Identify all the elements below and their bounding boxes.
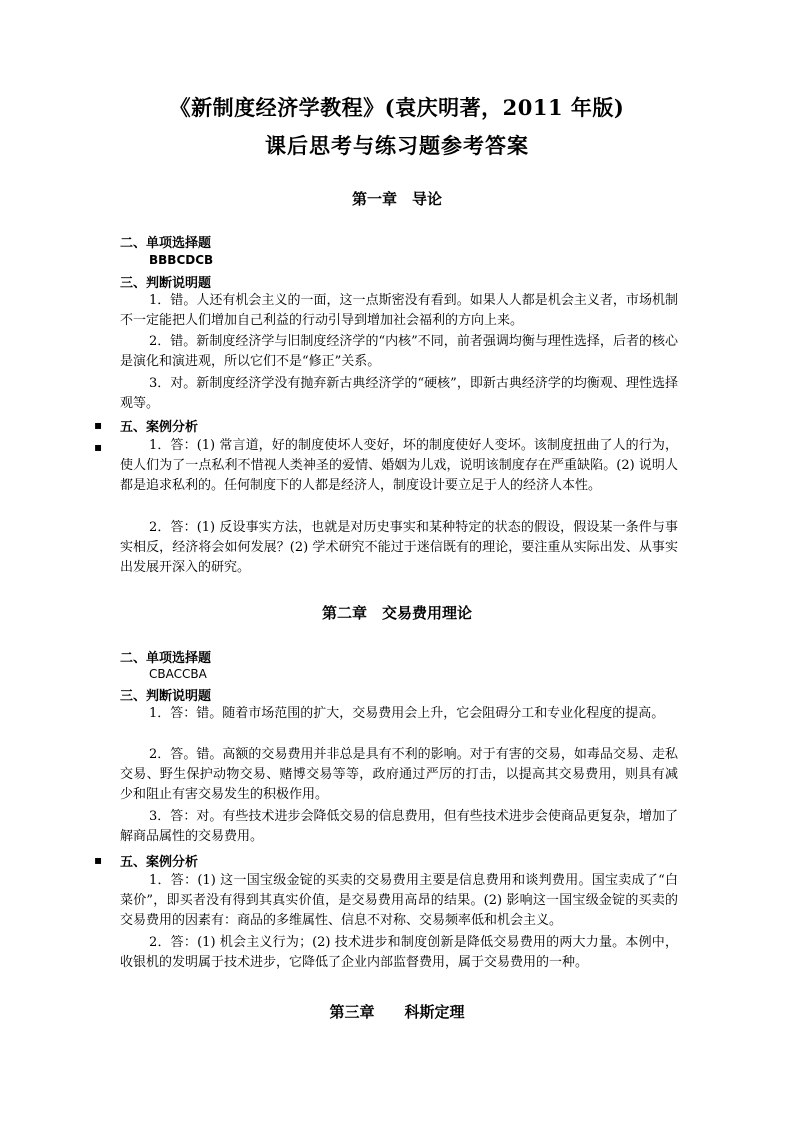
document-title-line2: 课后思考与练习题参考答案 (265, 133, 529, 158)
ch1-section-judge: 三、判断说明题 (120, 276, 212, 291)
chapter-1-heading: 第一章 导论 (351, 190, 442, 208)
ch1-judge-item-1: 1．错。人还有机会主义的一面，这一点斯密没有看到。如果人人都是机会主义者，市场机制不一定能把人们增加自己利益的行动引导到增加社会福利的方向上来。 (120, 293, 678, 329)
ch1-section-single-choice: 二、单项选择题 (120, 236, 212, 251)
ch2-choice-answers: CBACCBA (149, 667, 207, 681)
chapter-3-heading: 第三章 科斯定理 (329, 1003, 465, 1021)
ch2-judge-item-2: 2．答。错。高额的交易费用并非总是具有不利的影响。对于有害的交易，如毒品交易、走私交易、野生保护动物交易、赌博交易等等，政府通过严厉的打击，以提高其交易费用，则具有减少和阻止有害交易发生的积极作用。 (120, 747, 678, 803)
ch1-judge-item-2: 2．错。新制度经济学与旧制度经济学的“内核”不同，前者强调均衡与理性选择，后者的核心是演化和演进观，所以它们不是“修正”关系。 (120, 334, 678, 370)
chapter-2-heading: 第二章 交易费用理论 (321, 604, 472, 622)
ch1-case-item-1: 1．答：(1) 常言道，好的制度使坏人变好，坏的制度使好人变坏。该制度扭曲了人的行为，使人们为了一点私利不惜视人类神圣的爱情、婚姻为儿戏，说明该制度存在严重缺陷。(2) 说明人都是追求私利的。任何制度下的人都是经济人，制度设计要立足于人的经济人本性。 (120, 438, 678, 494)
ch2-judge-item-3: 3．答：对。有些技术进步会降低交易的信息费用，但有些技术进步会使商品更复杂，增加了解商品属性的交易费用。 (120, 809, 678, 845)
ch1-choice-answers: BBBCDCB (149, 253, 214, 267)
ch2-section-single-choice: 二、单项选择题 (120, 651, 212, 666)
ch1-case-item-2: 2．答：(1) 反设事实方法，也就是对历史事实和某种特定的状态的假设，假设某一条件与事实相反，经济将会如何发展？(2) 学术研究不能过于迷信既有的理论，要注重从实际出发、从事实出发展开深入的研究。 (120, 520, 678, 576)
ch2-case-item-2: 2．答：(1) 机会主义行为；(2) 技术进步和制度创新是降低交易费用的两大力量。本例中，收银机的发明属于技术进步，它降低了企业内部监督费用，属于交易费用的一种。 (120, 935, 678, 971)
list-bullet: ▪ (94, 853, 103, 867)
list-bullet: ▪ (94, 440, 103, 454)
document-title-line1: 《新制度经济学教程》(袁庆明著，2011 年版) (169, 95, 625, 120)
ch2-case-item-1: 1．答：(1) 这一国宝级金锭的买卖的交易费用主要是信息费用和谈判费用。国宝卖成了“白菜价”，即买者没有得到其真实价值，是交易费用高昂的结果。(2) 影响这一国宝级金锭的买卖的交易费用的因素有：商品的多维属性、信息不对称、交易频率低和机会主义。 (120, 873, 678, 929)
list-bullet: ▪ (94, 418, 103, 432)
ch2-section-case: 五、案例分析 (120, 855, 199, 870)
ch2-section-judge: 三、判断说明题 (120, 689, 212, 704)
ch2-judge-item-1: 1．答：错。随着市场范围的扩大，交易费用会上升，它会阻碍分工和专业化程度的提高。 (149, 706, 665, 721)
ch1-section-case: 五、案例分析 (120, 420, 199, 435)
ch1-judge-item-3: 3．对。新制度经济学没有抛弃新古典经济学的“硬核”，即新古典经济学的均衡观、理性选择观等。 (120, 376, 678, 412)
